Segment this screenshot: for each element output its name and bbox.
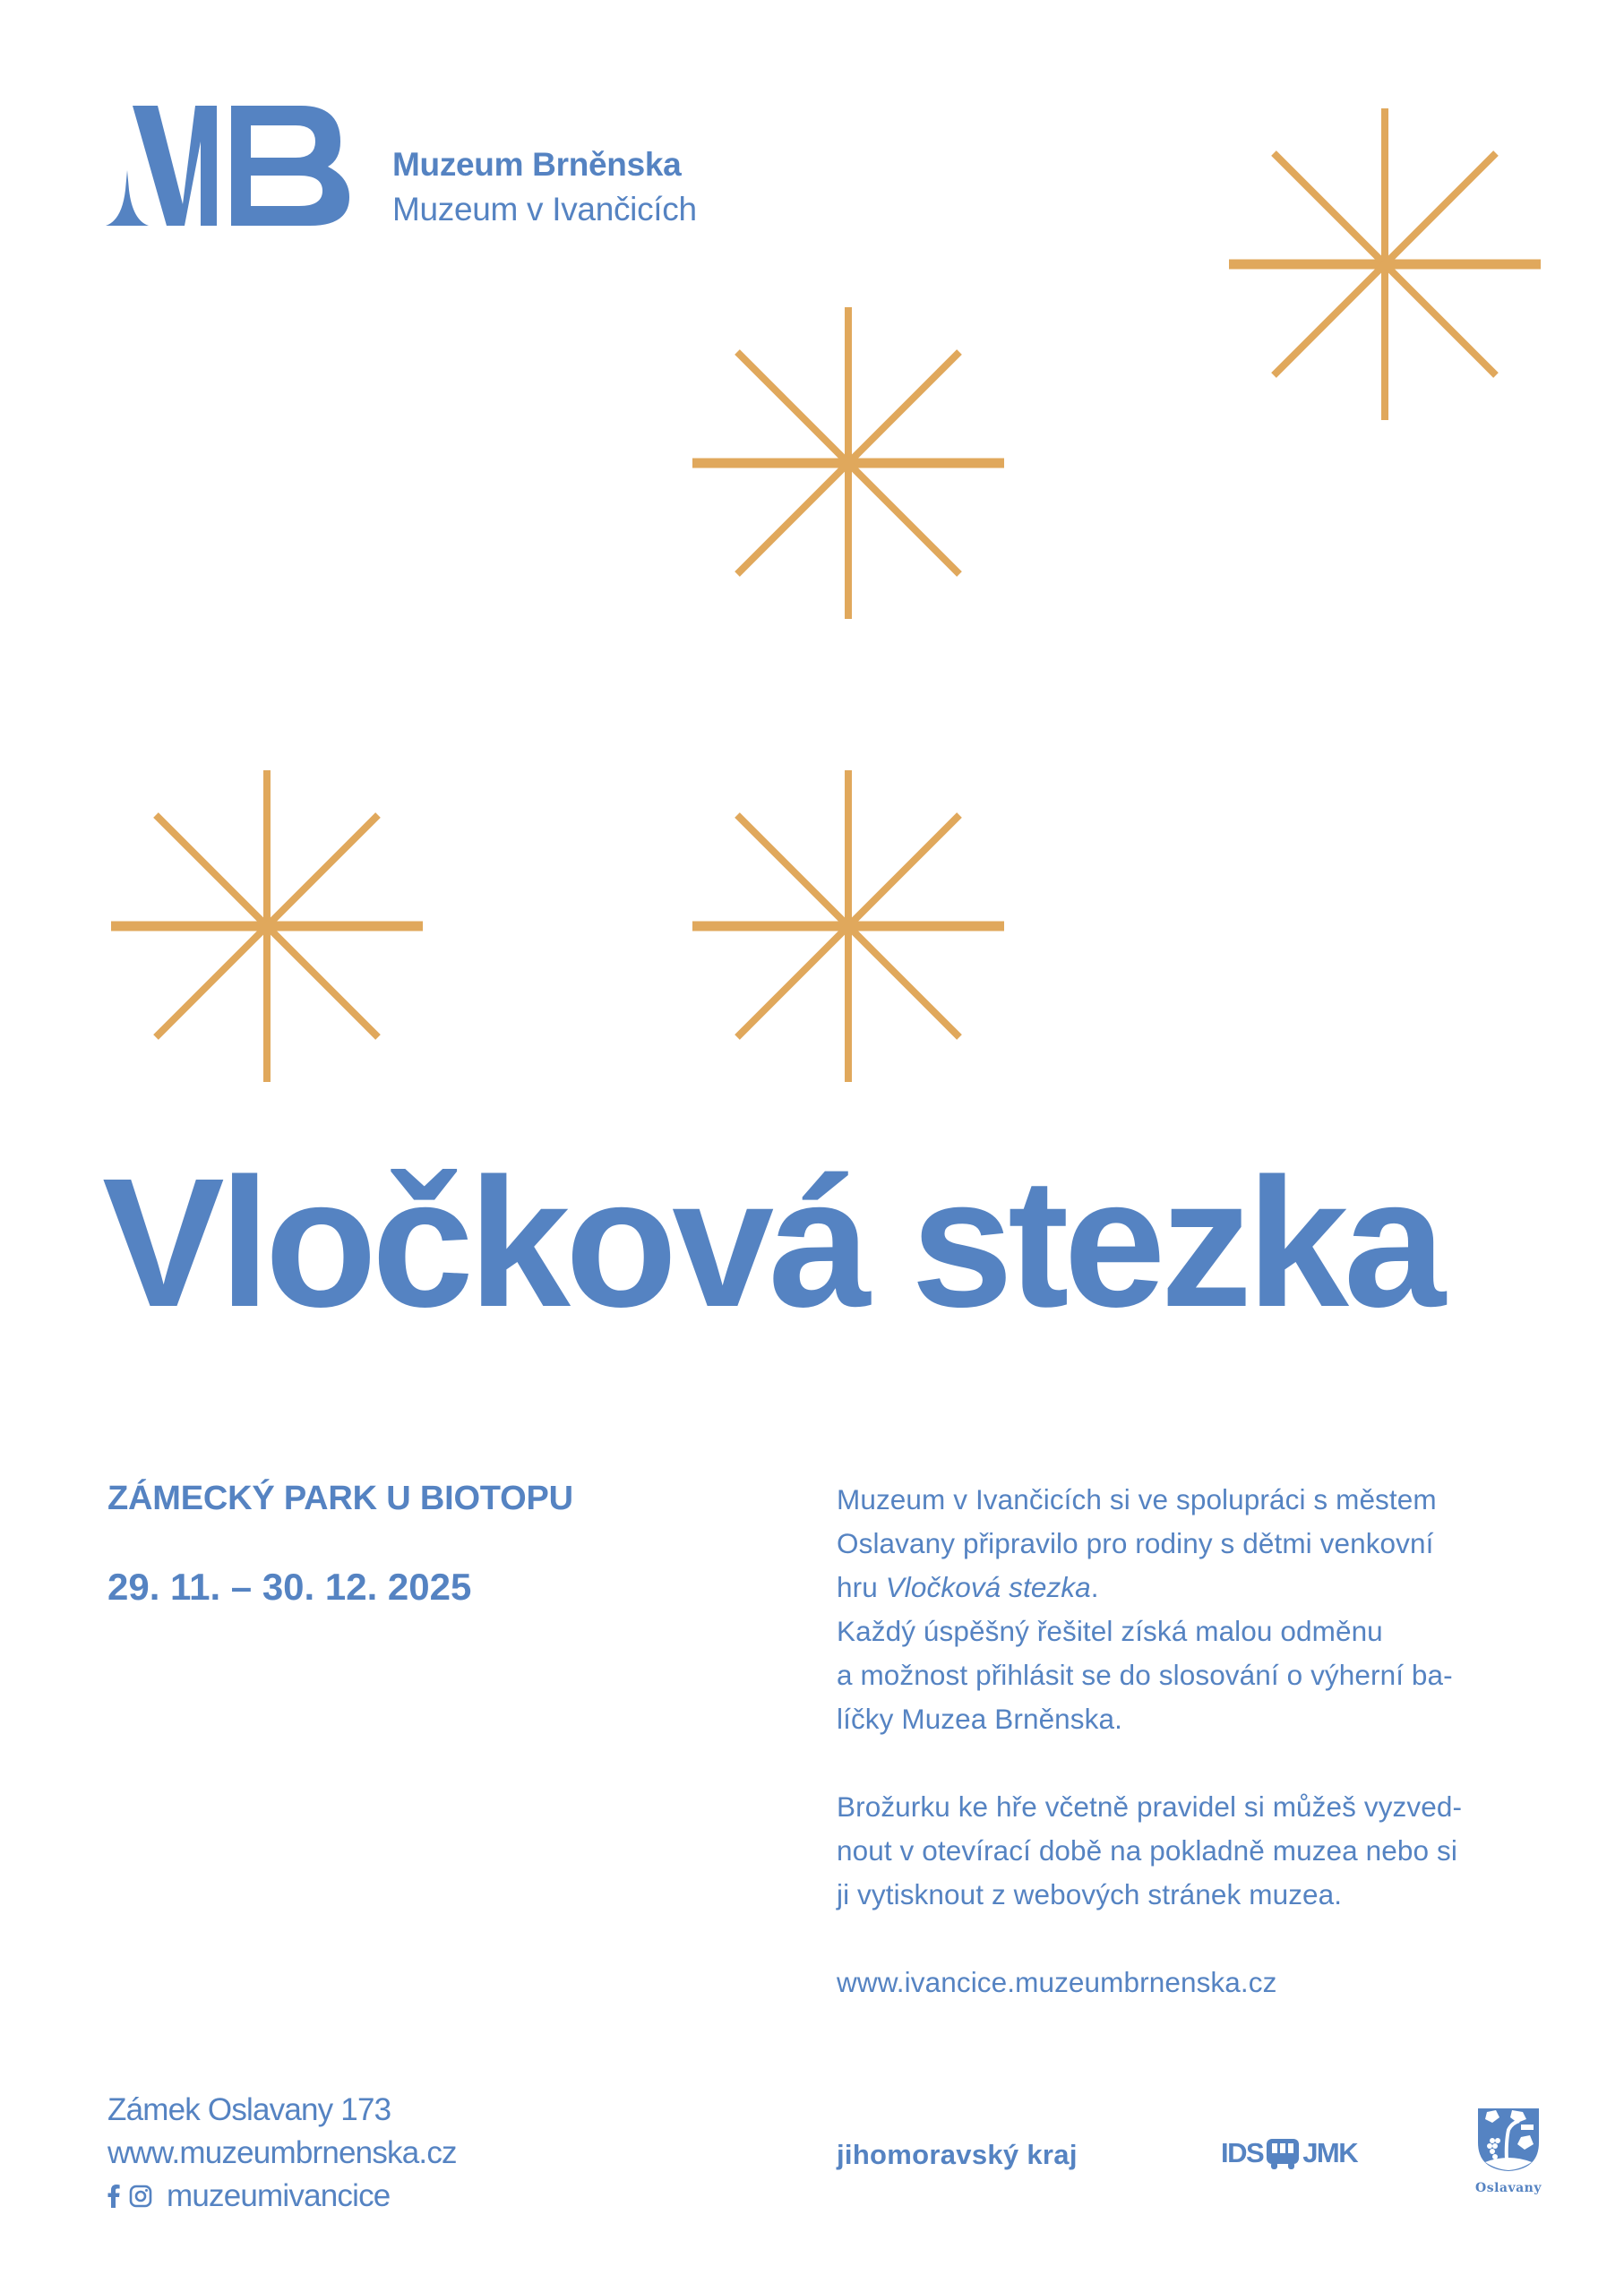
brand-name: Muzeum Brněnska <box>392 146 682 183</box>
town-name: Oslavany <box>1475 2181 1542 2195</box>
facebook-icon[interactable] <box>107 2185 120 2208</box>
game-name: Vločková stezka <box>885 1571 1091 1603</box>
description-line: a možnost přihlásit se do slosování o výherní ba- <box>837 1659 1453 1691</box>
bus-icon <box>1265 2135 1301 2171</box>
event-dates: 29. 11. – 30. 12. 2025 <box>107 1566 472 1608</box>
description-line: Muzeum v Ivančicích si ve spolupráci s městem <box>837 1483 1437 1515</box>
description-line <box>837 1566 1571 1610</box>
description-line: Brožurku ke hře včetně pravidel si můžeš vyzved- <box>837 1790 1463 1823</box>
footer-contact <box>107 2089 457 2218</box>
description-line: nout v otevírací době na pokladně muzea nebo si <box>837 1834 1457 1867</box>
branch-name: Muzeum v Ivančicích <box>392 191 697 228</box>
snowflake-icon <box>109 768 425 1084</box>
snowflake-icon <box>691 768 1006 1084</box>
museum-branch-link[interactable]: www.ivancice.muzeumbrnenska.cz <box>837 1966 1277 1998</box>
mb-logo-icon <box>106 106 361 228</box>
description-line: Oslavany připravilo pro rodiny s dětmi venkovní <box>837 1527 1434 1559</box>
address: Zámek Oslavany 173 <box>107 2092 391 2127</box>
jmk-text: JMK <box>1302 2137 1358 2168</box>
oslavany-crest <box>1473 2107 1544 2195</box>
description-line: ji vytisknout z webových stránek muzea. <box>837 1878 1343 1910</box>
page-title: Vločková stezka <box>102 1140 1440 1345</box>
spacer <box>837 1741 1571 1785</box>
coat-of-arms-icon <box>1476 2107 1541 2173</box>
ids-jmk-logo <box>1221 2135 1357 2171</box>
ids-text: IDS <box>1221 2137 1264 2168</box>
social-row <box>107 2175 457 2218</box>
website-link[interactable]: www.muzeumbrnenska.cz <box>107 2135 457 2170</box>
mb-logo <box>106 106 361 228</box>
text: . <box>1090 1571 1099 1603</box>
snowflake-icon <box>691 305 1006 621</box>
description-line: líčky Muzea Brněnska. <box>837 1703 1122 1735</box>
jihomoravsky-kraj-logo: jihomoravský kraj <box>837 2139 1078 2170</box>
social-handle[interactable]: muzeumivancice <box>167 2178 391 2213</box>
description-line: Každý úspěšný řešitel získá malou odměnu <box>837 1615 1383 1647</box>
event-description <box>837 1478 1571 2005</box>
text: hru <box>837 1571 886 1603</box>
event-location: ZÁMECKÝ PARK U BIOTOPU <box>107 1480 573 1517</box>
snowflake-icon <box>1227 107 1542 422</box>
spacer <box>837 1917 1571 1961</box>
instagram-icon[interactable] <box>129 2185 152 2208</box>
